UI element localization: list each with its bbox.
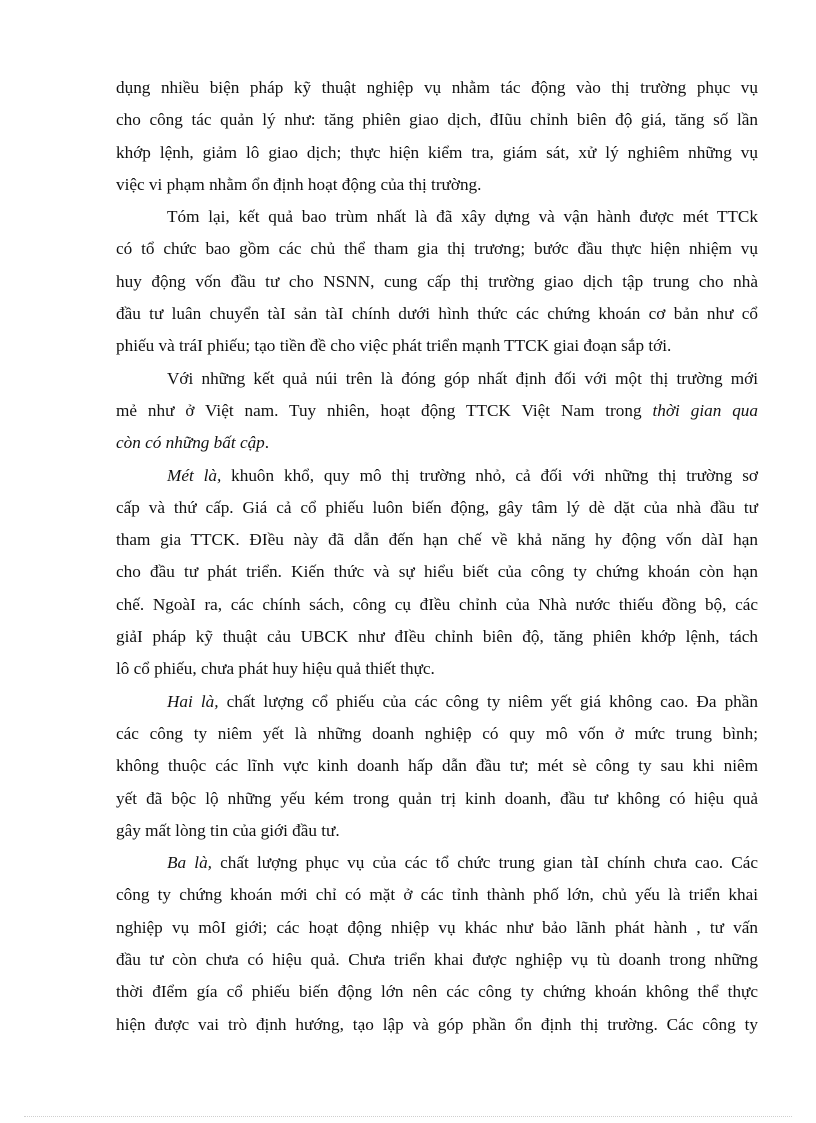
text-run: chất lượng phục vụ của các tổ chức trung gian tàI chính chưa cao. Các xyxy=(211,853,758,873)
italic-lead: Mét là, xyxy=(167,465,222,485)
text-line: cấp và thứ cấp. Giá cả cổ phiếu luôn biến động, gây tâm lý dè dặt của nhà đầu tư xyxy=(116,497,758,517)
text-line: cho đầu tư phát triển. Kiến thức và sự hiểu biết của công ty chứng khoán còn hạn xyxy=(116,562,758,582)
text-line: việc vi phạm nhằm ổn định hoạt động của thị trường. xyxy=(116,174,482,194)
text-line: gây mất lòng tin của giới đầu tư. xyxy=(116,820,340,840)
paragraph xyxy=(116,847,758,1041)
text-line: lô cổ phiếu, chưa phát huy hiệu quả thiết thực. xyxy=(116,659,435,679)
text-line xyxy=(116,686,758,718)
text-line: hiện được vai trò định hướng, tạo lập và góp phần ổn định thị trường. Các công ty xyxy=(116,1014,758,1034)
text-line: giảI pháp kỹ thuật cảu UBCK như đIều chỉnh biên độ, tăng phiên khớp lệnh, tách xyxy=(116,627,758,647)
text-line: dụng nhiều biện pháp kỹ thuật nghiệp vụ nhằm tác động vào thị trường phục vụ xyxy=(116,78,758,97)
page-bottom-divider xyxy=(24,1116,792,1117)
text-run: chất lượng cổ phiếu của các công ty niêm yết giá không cao. Đa phần xyxy=(218,691,758,711)
text-line: khớp lệnh, giảm lô giao dịch; thực hiện kiểm tra, giám sát, xử lý nghiêm những vụ xyxy=(116,142,758,162)
text-line: Tóm lại, kết quả bao trùm nhất là đã xây dựng và vận hành được mét TTCk xyxy=(167,207,758,227)
text-run: khuôn khổ, quy mô thị trường nhỏ, cả đối với những thị trường sơ xyxy=(221,465,758,485)
text-line xyxy=(116,460,758,492)
text-line: công ty chứng khoán mới chỉ có mặt ở các tỉnh thành phố lớn, chủ yếu là triển khai xyxy=(116,885,758,905)
paragraph xyxy=(116,72,758,201)
text-line: thời đIểm gía cổ phiếu biến động lớn nên các công ty chứng khoán không thể thực xyxy=(116,982,758,1002)
text-line: các công ty niêm yết là những doanh nghiệp có quy mô vốn ở mức trung bình; xyxy=(116,723,758,743)
text-line: đầu tư còn chưa có hiệu quả. Chưa triển khai được nghiệp vụ tù doanh trong những xyxy=(116,950,758,970)
text-run: . xyxy=(264,433,270,453)
italic-phrase: thời gian qua xyxy=(652,400,758,420)
text-line: cho công tác quản lý như: tăng phiên giao dịch, đIũu chỉnh biên độ giá, tăng số lần xyxy=(116,110,758,130)
text-line xyxy=(116,847,758,879)
text-line: có tổ chức bao gồm các chủ thể tham gia thị trương; bước đầu thực hiện nhiệm vụ xyxy=(116,239,758,259)
paragraph xyxy=(116,460,758,686)
paragraph xyxy=(116,363,758,460)
italic-phrase: còn có những bất cập xyxy=(116,433,265,453)
text-line: đầu tư luân chuyển tàI sản tàI chính dưới hình thức các chứng khoán cơ bản như cổ xyxy=(116,304,758,324)
document-body xyxy=(116,72,758,1041)
text-line: không thuộc các lĩnh vực kinh doanh hấp dẫn đầu tư; mét sè công ty sau khi niêm xyxy=(116,756,758,776)
text-line: nghiệp vụ môI giới; các hoạt động nhiệp vụ khác như bảo lãnh phát hành , tư vấn xyxy=(116,917,758,937)
text-line xyxy=(116,427,758,459)
text-line: chế. NgoàI ra, các chính sách, công cụ đIều chỉnh của Nhà nước thiếu đồng bộ, các xyxy=(116,594,758,614)
italic-lead: Ba là, xyxy=(167,853,212,873)
text-line: Với những kết quả núi trên là đóng góp nhất định đối với một thị trường mới xyxy=(167,368,758,388)
paragraph xyxy=(116,201,758,362)
text-run: mẻ như ở Việt nam. Tuy nhiên, hoạt động TTCK Việt Nam trong xyxy=(116,400,653,420)
text-line: phiếu và tráI phiếu; tạo tiền đề cho việc phát triển mạnh TTCK giai đoạn sắp tới. xyxy=(116,336,672,356)
text-line: huy động vốn đầu tư cho NSNN, cung cấp thị trường giao dịch tập trung cho nhà xyxy=(116,271,758,291)
paragraph xyxy=(116,686,758,847)
text-line xyxy=(116,395,758,427)
italic-lead: Hai là, xyxy=(167,691,219,711)
text-line: tham gia TTCK. ĐIều này đã dẫn đến hạn chế về khả năng hy động vốn dàI hạn xyxy=(116,530,758,550)
text-line: yết đã bộc lộ những yếu kém trong quản trị kinh doanh, đầu tư không có hiệu quả xyxy=(116,788,758,808)
